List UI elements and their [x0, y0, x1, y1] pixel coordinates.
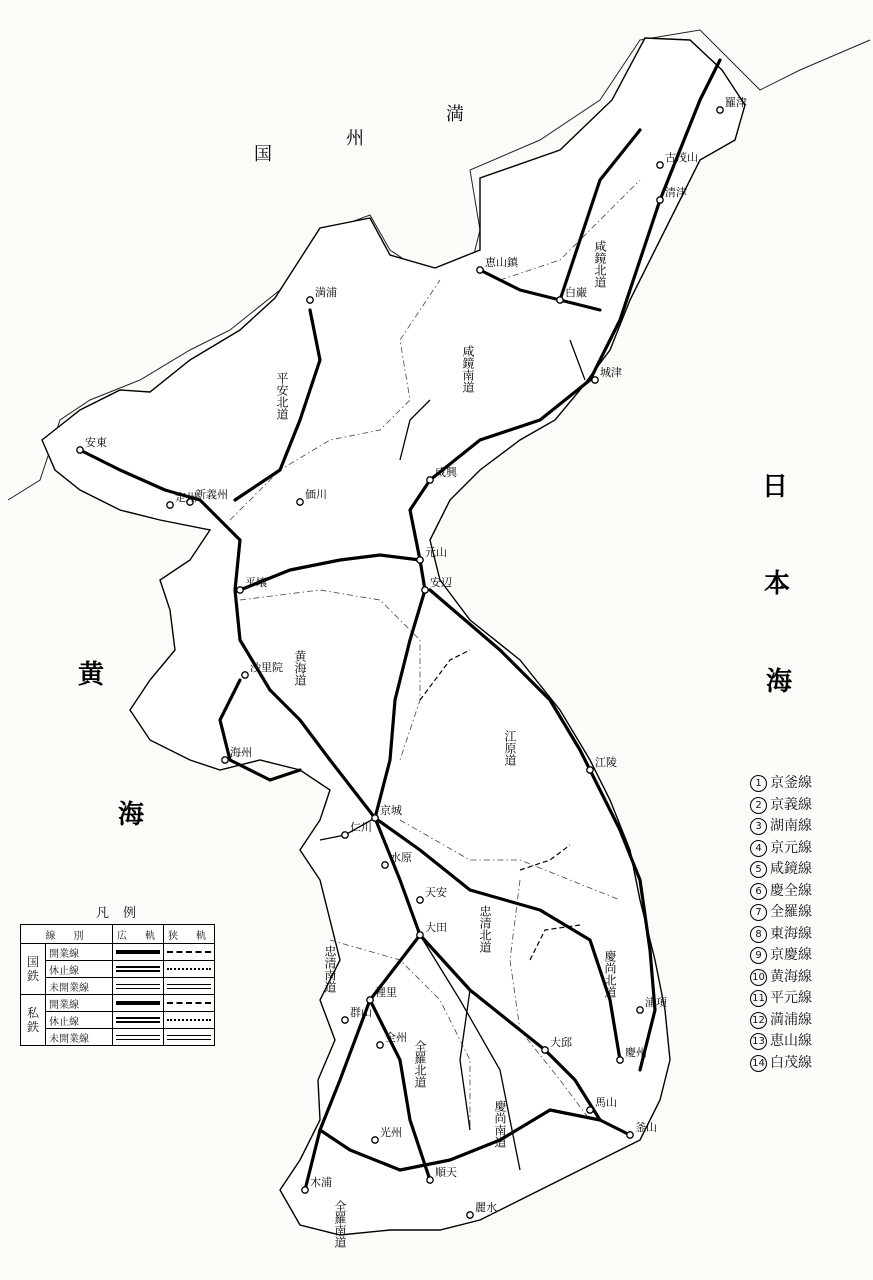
station-marker	[427, 1177, 433, 1183]
city-label: 仁川	[350, 821, 372, 834]
station-marker	[422, 587, 428, 593]
station-marker	[367, 997, 373, 1003]
line-number-badge: 10	[750, 969, 767, 986]
line-item	[750, 859, 865, 881]
line-number-badge: 5	[750, 861, 767, 878]
station-marker	[417, 932, 423, 938]
province-label: 忠清北道	[478, 905, 492, 953]
city-label: 白巌	[565, 286, 587, 299]
legend-row-open: 開業線	[46, 995, 113, 1012]
city-label: 咸興	[435, 466, 457, 479]
station-marker	[587, 1107, 593, 1113]
city-label: 木浦	[310, 1176, 332, 1189]
line-name: 京釜線	[770, 775, 812, 791]
station-marker	[167, 502, 173, 508]
line-name: 慶全線	[770, 882, 812, 899]
legend-header-narrow: 狭 軌	[164, 925, 215, 944]
station-marker	[592, 377, 598, 383]
city-label: 慶州	[625, 1046, 647, 1059]
city-label: 順天	[435, 1166, 457, 1179]
symbol-national-suspended-broad	[116, 966, 160, 972]
station-marker	[637, 1007, 643, 1013]
city-label: 海州	[230, 746, 252, 759]
line-number-badge: 12	[750, 1012, 767, 1029]
line-name: 咸鏡線	[770, 861, 812, 877]
line-number-badge: 7	[750, 904, 767, 921]
legend-title: 凡例	[96, 906, 151, 921]
line-item	[750, 795, 865, 817]
station-marker	[372, 1137, 378, 1143]
legend-table	[20, 924, 215, 1046]
symbol-national-open-broad	[116, 950, 160, 954]
manchuria-label-2: 州	[346, 128, 364, 149]
manchuria-label-3: 国	[254, 144, 272, 165]
line-name: 黄海線	[770, 968, 812, 985]
city-label: 群山	[350, 1006, 372, 1019]
legend-header-broad: 広 軌	[113, 925, 164, 944]
city-label: 大邱	[550, 1036, 572, 1049]
city-label: 平壌	[245, 576, 267, 589]
city-label: 裡里	[375, 986, 397, 999]
line-name: 東海線	[770, 925, 812, 942]
line-number-badge: 4	[750, 840, 767, 857]
line-number-badge: 3	[750, 818, 767, 835]
station-marker	[587, 767, 593, 773]
line-item	[750, 1031, 865, 1053]
station-marker	[307, 297, 313, 303]
line-item	[750, 902, 865, 924]
railway-line-list	[750, 773, 865, 1074]
line-number-badge: 8	[750, 926, 767, 943]
city-label: 大田	[425, 921, 447, 934]
station-marker	[627, 1132, 633, 1138]
station-marker	[617, 1057, 623, 1063]
symbol-national-unopened-broad	[116, 984, 160, 989]
station-marker	[237, 587, 243, 593]
line-item	[750, 881, 865, 903]
manchuria-label-1: 満	[446, 104, 464, 125]
city-label: 釜山	[635, 1121, 657, 1134]
province-label: 黄海道	[293, 650, 307, 686]
symbol-national-suspended-narrow	[167, 968, 211, 970]
city-label: 麗水	[475, 1201, 497, 1214]
city-label: 清津	[665, 186, 687, 199]
line-number-badge: 11	[750, 990, 767, 1007]
station-marker	[297, 499, 303, 505]
city-label: 定州	[175, 491, 197, 504]
station-marker	[342, 1017, 348, 1023]
line-name: 恵山線	[770, 1033, 812, 1049]
legend-row-unopened: 未開業線	[46, 978, 113, 995]
station-marker	[242, 672, 248, 678]
line-item	[750, 816, 865, 838]
station-marker	[377, 1042, 383, 1048]
symbol-private-suspended-narrow	[167, 1019, 211, 1021]
city-label: 浦項	[645, 996, 667, 1009]
station-marker	[417, 897, 423, 903]
city-label: 羅津	[725, 96, 747, 109]
province-label: 慶尚南道	[493, 1100, 507, 1148]
station-marker	[542, 1047, 548, 1053]
line-item	[750, 988, 865, 1010]
station-marker	[342, 832, 348, 838]
legend-row-open: 開業線	[46, 944, 113, 961]
line-item	[750, 967, 865, 989]
east-sea-label-1: 日	[762, 472, 789, 502]
city-label: 城津	[600, 366, 622, 379]
line-item	[750, 1010, 865, 1032]
line-number-badge: 1	[750, 775, 767, 792]
legend-group-private: 私鉄	[21, 995, 46, 1046]
station-marker	[222, 757, 228, 763]
line-name: 京慶線	[770, 947, 812, 963]
legend-row-unopened: 未開業線	[46, 1029, 113, 1046]
line-number-badge: 13	[750, 1033, 767, 1050]
symbol-private-open-narrow	[167, 1002, 211, 1004]
east-sea-label-3: 海	[766, 667, 793, 697]
station-marker	[657, 162, 663, 168]
station-marker	[77, 447, 83, 453]
legend-header-line-type: 線 別	[21, 925, 113, 944]
line-number-badge: 6	[750, 883, 767, 900]
line-name: 京元線	[770, 839, 812, 856]
line-number-badge: 14	[750, 1055, 767, 1072]
yellow-sea-label-1: 黄	[78, 660, 105, 690]
province-label: 咸鏡北道	[593, 240, 607, 288]
city-label: 恵山鎮	[485, 256, 518, 269]
station-marker	[657, 197, 663, 203]
station-marker	[382, 862, 388, 868]
station-marker	[302, 1187, 308, 1193]
line-number-badge: 9	[750, 947, 767, 964]
city-label: 水原	[390, 851, 412, 864]
station-marker	[417, 557, 423, 563]
line-item	[750, 924, 865, 946]
yellow-sea-label-2: 海	[118, 800, 145, 830]
line-name: 満浦線	[770, 1011, 812, 1028]
city-label: 安東	[85, 436, 107, 449]
line-name: 白茂線	[770, 1054, 812, 1071]
province-label: 慶尚北道	[603, 950, 617, 998]
city-label: 江陵	[595, 756, 617, 769]
city-label: 光州	[380, 1126, 402, 1139]
city-label: 馬山	[595, 1096, 617, 1109]
station-marker	[427, 477, 433, 483]
east-sea-label-2: 本	[764, 569, 791, 599]
line-item	[750, 945, 865, 967]
city-label: 古茂山	[665, 151, 698, 164]
line-item	[750, 773, 865, 795]
station-marker	[557, 297, 563, 303]
station-marker	[477, 267, 483, 273]
line-item	[750, 838, 865, 860]
province-label: 咸鏡南道	[461, 345, 475, 393]
province-label: 全羅南道	[333, 1200, 347, 1248]
city-label: 全州	[385, 1031, 407, 1044]
legend-row-suspended: 休止線	[46, 961, 113, 978]
line-name: 全羅線	[770, 904, 812, 920]
province-label: 全羅北道	[413, 1040, 427, 1088]
station-marker	[717, 107, 723, 113]
city-label: 京城	[380, 804, 402, 817]
city-label: 満浦	[315, 286, 337, 299]
symbol-private-suspended-broad	[116, 1017, 160, 1023]
province-label: 平安北道	[275, 372, 289, 420]
symbol-national-open-narrow	[167, 951, 211, 953]
city-label: 新義州	[195, 488, 228, 501]
legend-row-suspended: 休止線	[46, 1012, 113, 1029]
line-name: 湖南線	[770, 818, 812, 834]
station-marker	[372, 815, 378, 821]
line-number-badge: 2	[750, 797, 767, 814]
province-label: 忠清南道	[323, 945, 337, 993]
city-label: 沙里院	[250, 661, 283, 674]
province-label: 江原道	[503, 730, 517, 766]
city-label: 元山	[425, 546, 447, 559]
line-name: 京義線	[770, 796, 812, 813]
symbol-private-unopened-narrow	[167, 1035, 211, 1040]
legend-group-national: 国鉄	[21, 944, 46, 995]
city-label: 価川	[305, 488, 327, 501]
city-label: 安辺	[430, 576, 452, 589]
symbol-private-open-broad	[116, 1001, 160, 1005]
station-marker	[467, 1212, 473, 1218]
city-label: 天安	[425, 886, 447, 899]
symbol-private-unopened-broad	[116, 1035, 160, 1040]
line-name: 平元線	[770, 990, 812, 1006]
symbol-national-unopened-narrow	[167, 984, 211, 989]
line-item	[750, 1053, 865, 1075]
